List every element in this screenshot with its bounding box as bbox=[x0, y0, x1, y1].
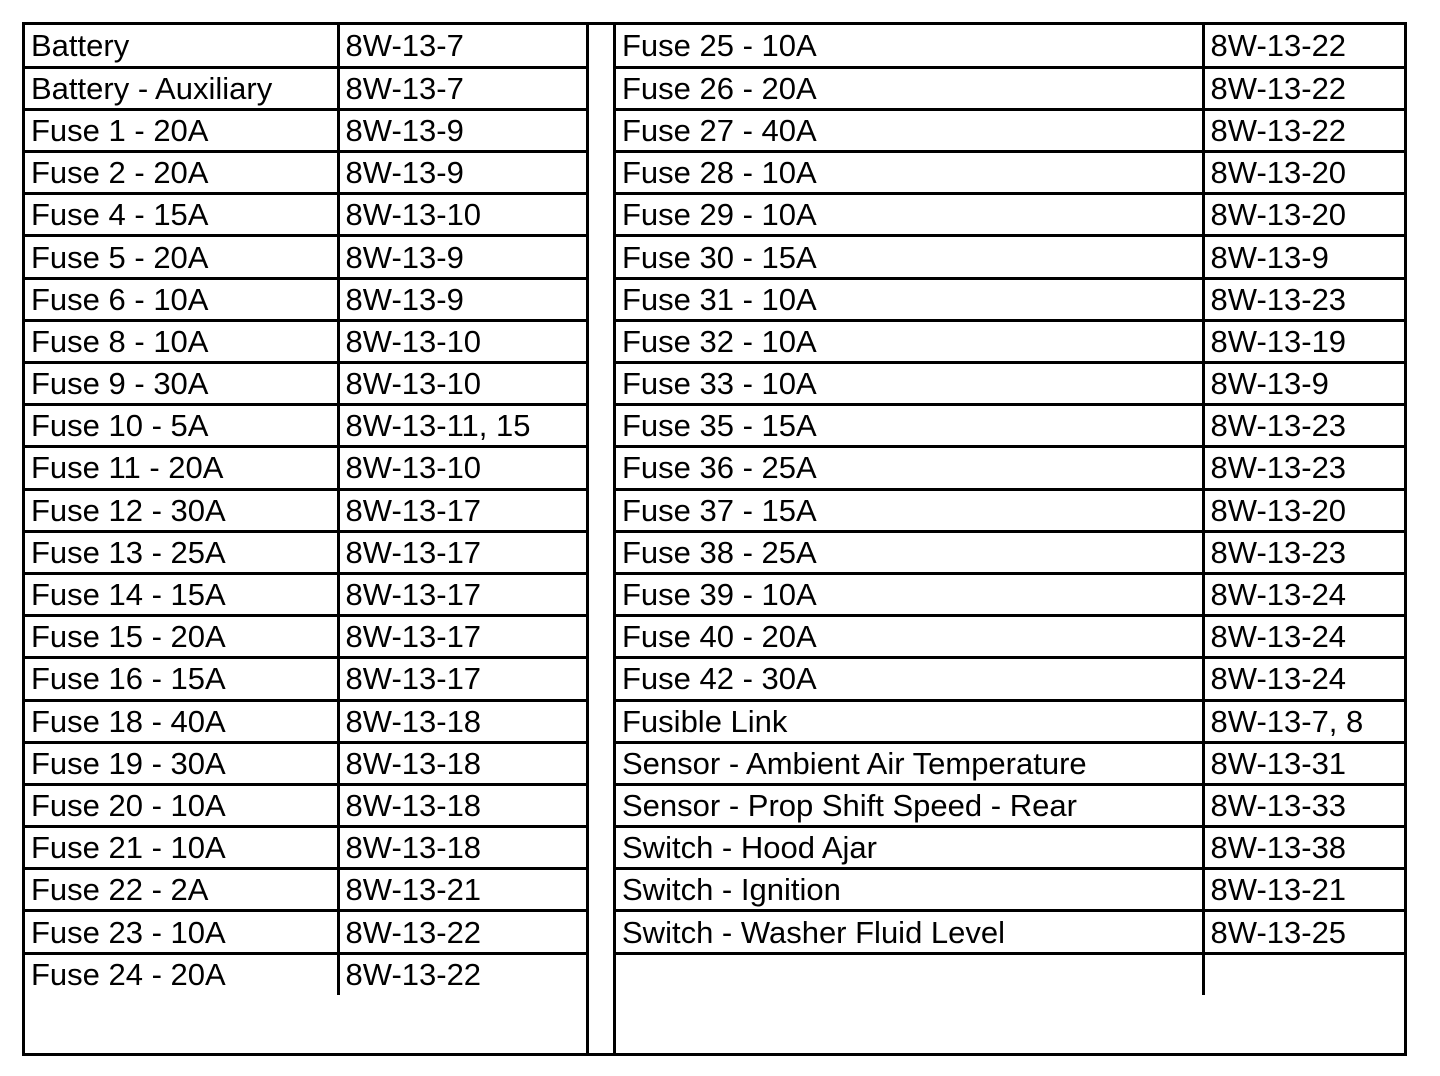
component-name-cell: Fuse 36 - 25A bbox=[616, 447, 1203, 489]
component-name-cell: Fuse 20 - 10A bbox=[25, 784, 338, 826]
component-name-cell: Fuse 6 - 10A bbox=[25, 278, 338, 320]
left-table bbox=[25, 25, 586, 995]
component-name-cell: Sensor - Prop Shift Speed - Rear bbox=[616, 784, 1203, 826]
page-reference-cell: 8W-13-17 bbox=[338, 573, 586, 615]
table-row bbox=[616, 320, 1404, 362]
page-reference-cell: 8W-13-18 bbox=[338, 784, 586, 826]
component-name-cell: Fuse 25 - 10A bbox=[616, 25, 1203, 67]
table-row bbox=[25, 405, 586, 447]
table-row bbox=[616, 447, 1404, 489]
right-table bbox=[616, 25, 1404, 995]
table-row bbox=[616, 700, 1404, 742]
component-name-cell: Fuse 10 - 5A bbox=[25, 405, 338, 447]
table-row bbox=[616, 827, 1404, 869]
table-row bbox=[616, 531, 1404, 573]
table-row bbox=[25, 531, 586, 573]
component-name-cell: Fuse 38 - 25A bbox=[616, 531, 1203, 573]
page-reference-cell: 8W-13-9 bbox=[338, 236, 586, 278]
page-reference-cell: 8W-13-17 bbox=[338, 658, 586, 700]
component-name-cell: Fuse 24 - 20A bbox=[25, 953, 338, 995]
component-name-cell: Fuse 14 - 15A bbox=[25, 573, 338, 615]
page-reference-cell: 8W-13-20 bbox=[1203, 489, 1404, 531]
table-row bbox=[616, 616, 1404, 658]
component-name-cell: Fuse 11 - 20A bbox=[25, 447, 338, 489]
component-name-cell: Fuse 21 - 10A bbox=[25, 827, 338, 869]
component-name-cell: Fuse 35 - 15A bbox=[616, 405, 1203, 447]
component-name-cell: Switch - Ignition bbox=[616, 869, 1203, 911]
page-reference-cell: 8W-13-7 bbox=[338, 25, 586, 67]
table-row bbox=[616, 25, 1404, 67]
component-name-cell: Fuse 29 - 10A bbox=[616, 194, 1203, 236]
page-reference-cell: 8W-13-17 bbox=[338, 531, 586, 573]
component-name-cell: Fuse 33 - 10A bbox=[616, 363, 1203, 405]
page-reference-cell: 8W-13-21 bbox=[1203, 869, 1404, 911]
column-divider bbox=[589, 25, 616, 1053]
page-reference-cell: 8W-13-31 bbox=[1203, 742, 1404, 784]
component-name-cell: Fuse 4 - 15A bbox=[25, 194, 338, 236]
page-reference-cell: 8W-13-24 bbox=[1203, 658, 1404, 700]
table-row bbox=[25, 658, 586, 700]
table-row bbox=[616, 658, 1404, 700]
table-row bbox=[25, 109, 586, 151]
table-row bbox=[25, 953, 586, 995]
table-row bbox=[25, 67, 586, 109]
page-reference-cell: 8W-13-7, 8 bbox=[1203, 700, 1404, 742]
table-row bbox=[25, 573, 586, 615]
page-reference-cell: 8W-13-9 bbox=[1203, 236, 1404, 278]
table-row bbox=[616, 869, 1404, 911]
page-reference-cell: 8W-13-25 bbox=[1203, 911, 1404, 953]
page-reference-cell: 8W-13-38 bbox=[1203, 827, 1404, 869]
component-index-table bbox=[22, 22, 1407, 1056]
component-name-cell: Battery bbox=[25, 25, 338, 67]
page-reference-cell: 8W-13-22 bbox=[1203, 109, 1404, 151]
page-reference-cell: 8W-13-23 bbox=[1203, 447, 1404, 489]
table-row bbox=[25, 320, 586, 362]
page-reference-cell: 8W-13-18 bbox=[338, 700, 586, 742]
table-row bbox=[25, 447, 586, 489]
page-reference-cell: 8W-13-24 bbox=[1203, 573, 1404, 615]
component-name-cell: Fuse 12 - 30A bbox=[25, 489, 338, 531]
page-reference-cell: 8W-13-23 bbox=[1203, 278, 1404, 320]
component-name-cell: Fuse 30 - 15A bbox=[616, 236, 1203, 278]
table-row bbox=[616, 363, 1404, 405]
page-reference-cell: 8W-13-9 bbox=[338, 109, 586, 151]
table-row bbox=[616, 109, 1404, 151]
table-row bbox=[616, 489, 1404, 531]
component-name-cell: Fuse 18 - 40A bbox=[25, 700, 338, 742]
table-row bbox=[616, 194, 1404, 236]
page-reference-cell: 8W-13-9 bbox=[338, 152, 586, 194]
component-name-cell: Fuse 32 - 10A bbox=[616, 320, 1203, 362]
table-row bbox=[25, 869, 586, 911]
table-row bbox=[616, 742, 1404, 784]
table-row bbox=[616, 953, 1404, 995]
component-name-cell: Fuse 13 - 25A bbox=[25, 531, 338, 573]
component-name-cell: Fuse 40 - 20A bbox=[616, 616, 1203, 658]
left-column bbox=[25, 25, 589, 1053]
table-row bbox=[25, 784, 586, 826]
page-reference-cell: 8W-13-9 bbox=[338, 278, 586, 320]
page-reference-cell: 8W-13-24 bbox=[1203, 616, 1404, 658]
component-name-cell: Fuse 1 - 20A bbox=[25, 109, 338, 151]
page-reference-cell: 8W-13-17 bbox=[338, 616, 586, 658]
page-reference-cell: 8W-13-10 bbox=[338, 194, 586, 236]
page-reference-cell: 8W-13-19 bbox=[1203, 320, 1404, 362]
page-reference-cell: 8W-13-21 bbox=[338, 869, 586, 911]
component-name-cell: Fuse 39 - 10A bbox=[616, 573, 1203, 615]
table-row bbox=[25, 489, 586, 531]
component-name-cell: Fuse 26 - 20A bbox=[616, 67, 1203, 109]
page-reference-cell: 8W-13-22 bbox=[1203, 25, 1404, 67]
table-row bbox=[616, 911, 1404, 953]
component-name-cell: Fuse 8 - 10A bbox=[25, 320, 338, 362]
page-reference-cell: 8W-13-18 bbox=[338, 742, 586, 784]
page-reference-cell: 8W-13-18 bbox=[338, 827, 586, 869]
table-row bbox=[616, 278, 1404, 320]
component-name-cell: Fuse 16 - 15A bbox=[25, 658, 338, 700]
page-reference-cell: 8W-13-17 bbox=[338, 489, 586, 531]
table-row bbox=[616, 152, 1404, 194]
component-name-cell: Fuse 37 - 15A bbox=[616, 489, 1203, 531]
table-row bbox=[25, 278, 586, 320]
page-reference-cell: 8W-13-22 bbox=[345, 957, 482, 993]
table-row bbox=[25, 742, 586, 784]
table-row bbox=[25, 152, 586, 194]
component-name-cell: Fuse 28 - 10A bbox=[616, 152, 1203, 194]
component-name-cell: Fuse 23 - 10A bbox=[25, 911, 338, 953]
component-name-cell: Fuse 15 - 20A bbox=[25, 616, 338, 658]
page-reference-cell: 8W-13-11, 15 bbox=[338, 405, 586, 447]
page-reference-cell: 8W-13-10 bbox=[338, 320, 586, 362]
page-reference-cell: 8W-13-20 bbox=[1203, 194, 1404, 236]
table-row bbox=[25, 236, 586, 278]
component-name-cell: Fuse 19 - 30A bbox=[25, 742, 338, 784]
component-name-cell: Switch - Hood Ajar bbox=[616, 827, 1203, 869]
component-name-cell: Fuse 22 - 2A bbox=[25, 869, 338, 911]
table-row bbox=[616, 784, 1404, 826]
page-reference-cell bbox=[1203, 953, 1404, 995]
page-reference-cell: 8W-13-9 bbox=[1203, 363, 1404, 405]
component-name-cell: Fuse 9 - 30A bbox=[25, 363, 338, 405]
table-row bbox=[616, 236, 1404, 278]
component-name-cell: Fuse 42 - 30A bbox=[616, 658, 1203, 700]
component-name-cell: Fusible Link bbox=[616, 700, 1203, 742]
component-name-cell: Switch - Washer Fluid Level bbox=[616, 911, 1203, 953]
page-reference-cell: 8W-13-33 bbox=[1203, 784, 1404, 826]
page-reference-cell: 8W-13-7 bbox=[338, 67, 586, 109]
component-name-cell: Fuse 5 - 20A bbox=[25, 236, 338, 278]
page-reference-cell: 8W-13-10 bbox=[338, 447, 586, 489]
table-row bbox=[25, 194, 586, 236]
table-row bbox=[25, 363, 586, 405]
page-reference-cell: 8W-13-22 bbox=[338, 911, 586, 953]
table-row bbox=[25, 700, 586, 742]
component-name-cell: Sensor - Ambient Air Temperature bbox=[616, 742, 1203, 784]
page-reference-cell: 8W-13-20 bbox=[1203, 152, 1404, 194]
table-row bbox=[616, 573, 1404, 615]
page-reference-cell: 8W-13-23 bbox=[1203, 531, 1404, 573]
table-row bbox=[25, 616, 586, 658]
page-reference-cell: 8W-13-10 bbox=[338, 363, 586, 405]
table-row bbox=[25, 827, 586, 869]
right-column bbox=[616, 25, 1404, 1053]
table-row bbox=[616, 67, 1404, 109]
page-reference-cell: 8W-13-22 bbox=[1203, 67, 1404, 109]
component-name-cell: Fuse 2 - 20A bbox=[25, 152, 338, 194]
component-name-cell: Fuse 27 - 40A bbox=[616, 109, 1203, 151]
table-row bbox=[25, 911, 586, 953]
component-name-cell: Fuse 31 - 10A bbox=[616, 278, 1203, 320]
table-row bbox=[616, 405, 1404, 447]
component-name-cell bbox=[616, 953, 1203, 995]
table-row bbox=[25, 25, 586, 67]
page-reference-cell: 8W-13-23 bbox=[1203, 405, 1404, 447]
component-name-cell: Battery - Auxiliary bbox=[25, 67, 338, 109]
